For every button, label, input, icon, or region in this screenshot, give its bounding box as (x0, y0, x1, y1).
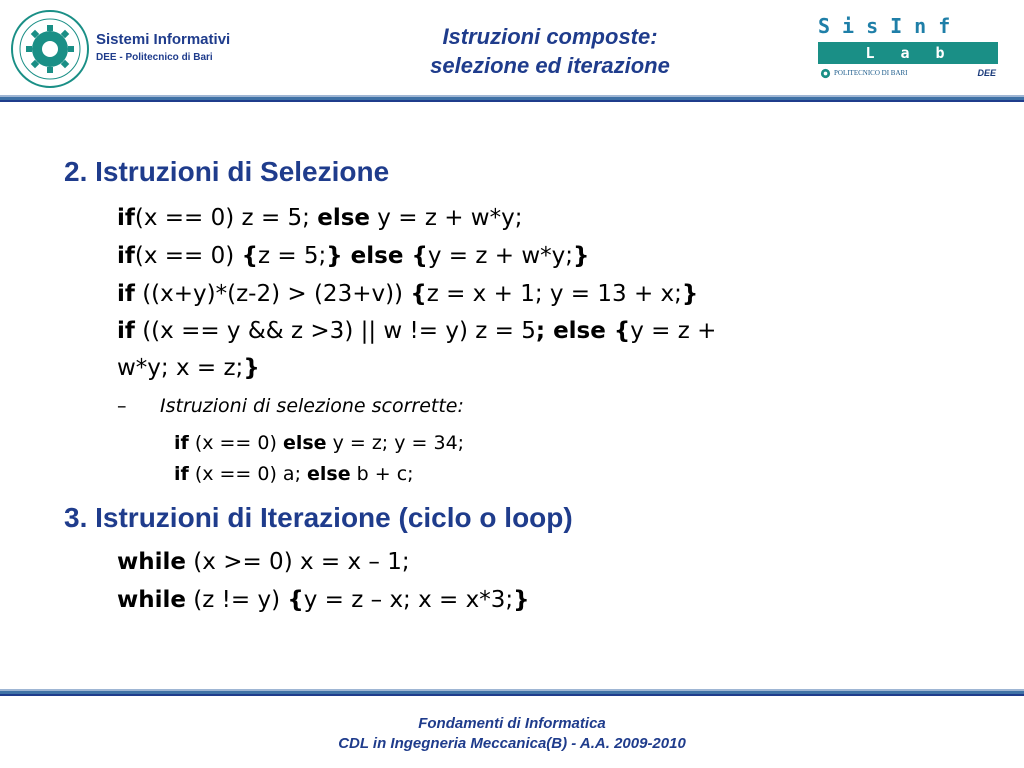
keyword: if (117, 243, 135, 269)
brace: } (681, 281, 699, 307)
wrong-example-line (174, 463, 414, 485)
wrong-examples-title: Istruzioni di selezione scorrette: (160, 395, 464, 417)
code-line (117, 242, 589, 270)
code-text: ((x == y && z >3) || w != y) z = 5 (134, 318, 536, 344)
code-text: (x >= 0) x = x – 1; (186, 549, 410, 575)
brace: { (410, 281, 427, 307)
section-heading-selection: 2. Istruzioni di Selezione (64, 156, 390, 187)
section-heading-iteration: 3. Istruzioni di Iterazione (ciclo o loop) (64, 502, 573, 533)
code-line (117, 280, 698, 308)
brace: { (411, 243, 428, 269)
politecnico-seal-logo (10, 9, 90, 89)
keyword: if (174, 463, 189, 485)
keyword: else (282, 432, 327, 454)
code-text: (x == 0) (188, 432, 283, 454)
institution-subtitle: DEE - Politecnico di Bari (96, 52, 213, 63)
code-line (117, 586, 530, 614)
keyword: else (307, 463, 351, 485)
brace: } (573, 243, 590, 269)
code-text: y = z + w*y; (370, 205, 523, 231)
header-divider (0, 95, 1024, 102)
code-text: y = z + (630, 318, 717, 344)
sisinf-logo-footer (818, 68, 998, 80)
sisinf-lab-logo (818, 14, 998, 84)
slide-header (0, 0, 1024, 100)
footer-divider (0, 689, 1024, 696)
politecnico-label: POLITECNICO DI BARI (834, 69, 908, 77)
wrong-example-line (174, 432, 464, 454)
code-line (117, 548, 410, 576)
code-text: ; (535, 318, 554, 344)
slide-footer (0, 714, 1024, 754)
brace: } (243, 355, 260, 381)
institution-name: Sistemi Informativi (96, 31, 231, 48)
brace: { (287, 587, 304, 613)
keyword: while (117, 549, 186, 575)
code-text: ((x+y)*(z-2) > (23+v)) (134, 281, 411, 307)
code-text: z = x + 1; y = 13 + x; (426, 281, 682, 307)
code-text: z = 5; (257, 243, 327, 269)
brace: } (326, 243, 343, 269)
sisinf-logo-lab-bar: Lab (818, 42, 998, 64)
keyword: else (317, 205, 370, 231)
footer-course: Fondamenti di Informatica (418, 715, 606, 732)
keyword: if (117, 205, 135, 231)
sisinf-logo-text: SisInf (818, 14, 963, 38)
code-text: y = z – x; x = x*3; (303, 587, 514, 613)
keyword: while (117, 587, 186, 613)
bullet-dash: – (117, 395, 127, 417)
keyword: if (117, 318, 135, 344)
brace: } (513, 587, 530, 613)
slide-title-line1: Istruzioni composte: (442, 24, 658, 49)
code-text: y = z; y = 34; (326, 432, 465, 454)
slide-title-line2: selezione ed iterazione (430, 53, 670, 78)
code-text: y = z + w*y; (427, 243, 573, 269)
brace: { (605, 318, 631, 344)
keyword: if (174, 432, 189, 454)
code-text: b + c; (350, 463, 414, 485)
dee-label: DEE (977, 68, 996, 78)
code-line (117, 354, 260, 382)
code-text: (x == 0) z = 5; (134, 205, 318, 231)
code-text: (z != y) (186, 587, 288, 613)
gear-icon (820, 68, 831, 79)
keyword: else (342, 243, 412, 269)
slide-title (380, 22, 720, 80)
code-line (117, 317, 716, 345)
code-line (117, 204, 522, 232)
code-text: (x == 0) a; (188, 463, 308, 485)
footer-degree: CDL in Ingegneria Meccanica(B) - A.A. 2009-2010 (338, 735, 686, 752)
brace: { (241, 243, 258, 269)
code-text: (x == 0) (134, 243, 242, 269)
keyword: if (117, 281, 135, 307)
keyword: else (553, 318, 606, 344)
code-text: w*y; x = z; (117, 355, 244, 381)
